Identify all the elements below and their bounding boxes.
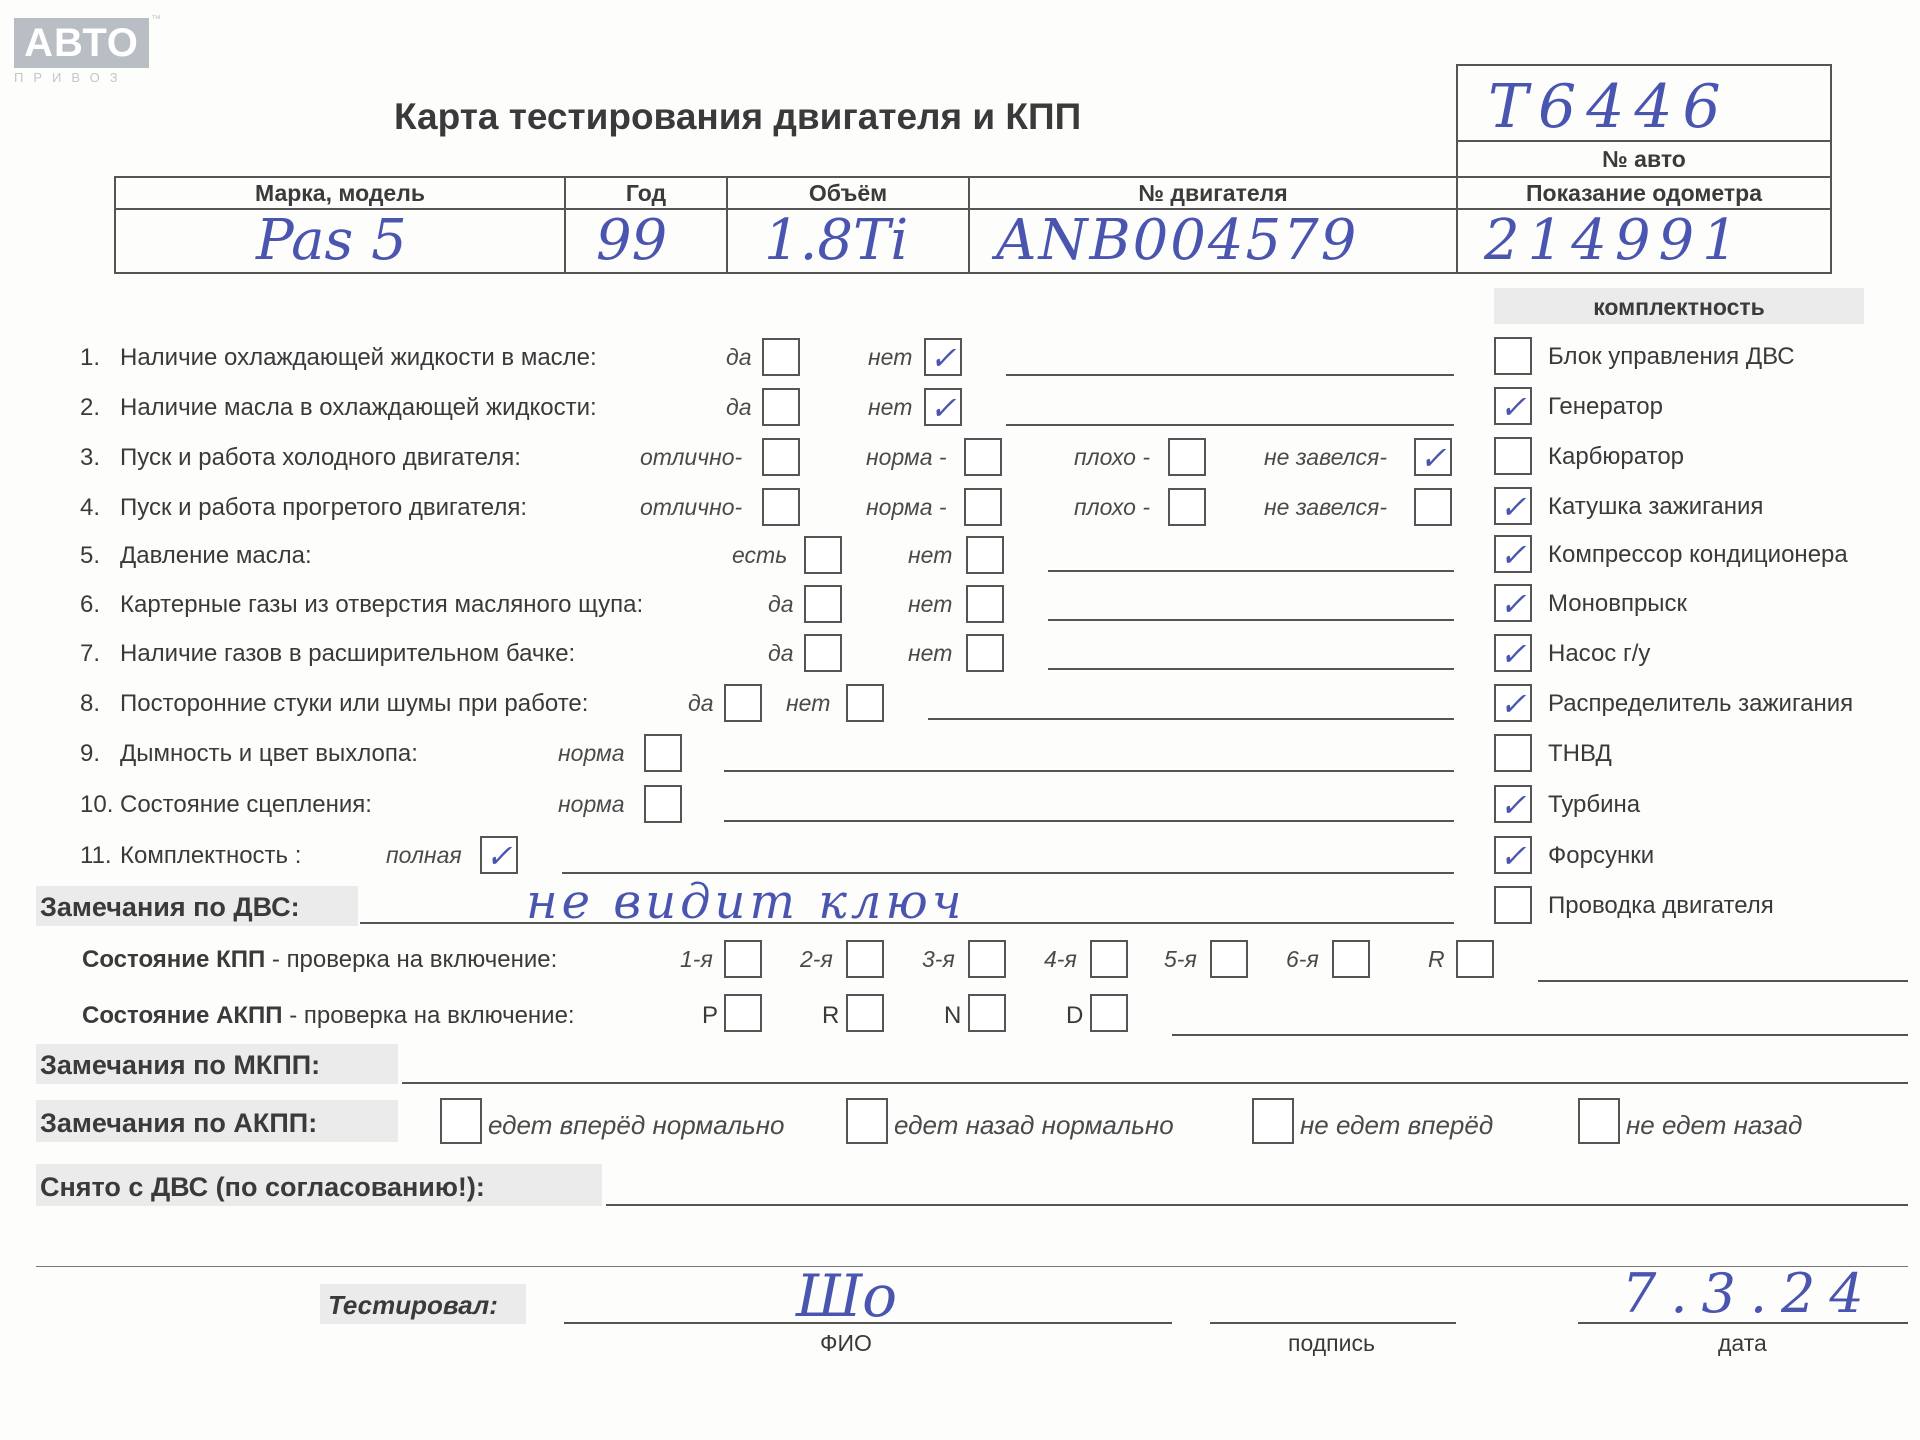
completeness-checkbox[interactable] [1494, 734, 1532, 772]
completeness-checkbox[interactable]: ✓ [1494, 584, 1532, 622]
option-label: да [726, 394, 752, 420]
option-label: да [688, 690, 714, 716]
akpp-mode-checkbox[interactable] [724, 994, 762, 1032]
option-checkbox[interactable] [804, 536, 842, 574]
completeness-label: Блок управления ДВС [1548, 343, 1795, 370]
sign-label: подпись [1288, 1330, 1375, 1356]
remarks-mkpp-label: Замечания по МКПП: [40, 1050, 321, 1080]
row-number: 9. [80, 740, 101, 767]
odometer-label: Показание одометра [1526, 180, 1762, 206]
option-checkbox[interactable] [846, 684, 884, 722]
completeness-checkbox[interactable]: ✓ [1494, 387, 1532, 425]
gear-checkbox[interactable] [1332, 940, 1370, 978]
akpp-mode-label: N [944, 1002, 962, 1029]
kpp-comment-line[interactable] [1538, 980, 1908, 982]
completeness-label: Моновпрыск [1548, 590, 1688, 617]
option-checkbox[interactable] [1168, 438, 1206, 476]
completeness-checkbox[interactable]: ✓ [1494, 785, 1532, 823]
option-checkbox[interactable] [964, 438, 1002, 476]
row-number: 4. [80, 494, 101, 521]
option-checkbox[interactable]: ✓ [924, 338, 962, 376]
akpp-comment-line[interactable] [1172, 1034, 1908, 1036]
akpp-behaviour-checkbox[interactable] [440, 1098, 482, 1144]
gear-checkbox[interactable] [846, 940, 884, 978]
row-label: Посторонние стуки или шумы при работе: [120, 690, 589, 717]
akpp-mode-checkbox[interactable] [968, 994, 1006, 1032]
akpp-behaviour-label: не едет назад [1626, 1110, 1803, 1140]
volume-value: 1.8Ti [764, 208, 909, 273]
gear-checkbox[interactable] [724, 940, 762, 978]
fio-signature: Шо [796, 1262, 898, 1330]
option-label: нет [908, 542, 953, 568]
option-label: норма - [866, 444, 947, 470]
odometer-value: 214991 [1484, 208, 1746, 273]
option-checkbox[interactable]: ✓ [1414, 438, 1452, 476]
row-label: Наличие охлаждающей жидкости в масле: [120, 344, 597, 371]
option-label: да [768, 640, 794, 666]
row-label: Картерные газы из отверстия масляного щупа: [120, 591, 644, 618]
akpp-mode-checkbox[interactable] [1090, 994, 1128, 1032]
completeness-checkbox[interactable] [1494, 886, 1532, 924]
remarks-engine-line[interactable] [360, 922, 1454, 924]
fio-label: ФИО [820, 1330, 872, 1356]
row-label: Давление масла: [120, 542, 312, 569]
akpp-label: Состояние АКПП - проверка на включение: [82, 1002, 575, 1029]
completeness-label: Насос г/у [1548, 640, 1651, 667]
date-line[interactable] [1578, 1322, 1908, 1324]
option-checkbox[interactable] [762, 338, 800, 376]
option-label: норма - [866, 494, 947, 520]
akpp-behaviour-label: едет вперёд нормально [488, 1110, 785, 1140]
row-label: Наличие масла в охлаждающей жидкости: [120, 394, 597, 421]
row-label: Состояние сцепления: [120, 791, 372, 818]
engine-number-value: ANB004579 [996, 208, 1359, 273]
option-checkbox[interactable] [964, 488, 1002, 526]
brand-label: Марка, модель [255, 180, 425, 206]
comment-line[interactable] [1048, 668, 1454, 670]
date-value: 7.3.24 [1622, 1262, 1878, 1325]
brand-logo: АВТО [14, 18, 149, 68]
row-number: 7. [80, 640, 101, 667]
gear-label: 1-я [680, 946, 713, 972]
option-label: да [768, 591, 794, 617]
row-label: Пуск и работа прогретого двигателя: [120, 494, 528, 521]
gear-checkbox[interactable] [1210, 940, 1248, 978]
completeness-label: Проводка двигателя [1548, 892, 1774, 919]
gear-checkbox[interactable] [1456, 940, 1494, 978]
tested-label: Тестировал: [328, 1290, 498, 1320]
row-number: 10. [80, 791, 114, 818]
option-checkbox[interactable] [966, 536, 1004, 574]
vehicle-header-table [114, 176, 1832, 274]
option-checkbox[interactable] [762, 488, 800, 526]
option-checkbox[interactable] [966, 634, 1004, 672]
year-label: Год [625, 180, 667, 206]
removed-line[interactable] [606, 1204, 1908, 1206]
auto-number-box [1456, 64, 1832, 178]
row-number: 5. [80, 542, 101, 569]
akpp-behaviour-checkbox[interactable] [1252, 1098, 1294, 1144]
option-label: полная [386, 842, 462, 868]
comment-line[interactable] [1006, 424, 1454, 426]
option-label: плохо - [1074, 444, 1150, 470]
comment-line[interactable] [1006, 374, 1454, 376]
page-title: Карта тестирования двигателя и КПП [394, 96, 1082, 137]
option-label: не завелся- [1264, 494, 1388, 520]
row-number: 6. [80, 591, 101, 618]
gear-checkbox[interactable] [968, 940, 1006, 978]
comment-line[interactable] [724, 820, 1454, 822]
akpp-mode-label: D [1066, 1002, 1084, 1029]
completeness-label: Турбина [1548, 791, 1641, 818]
option-label: нет [908, 640, 953, 666]
completeness-checkbox[interactable]: ✓ [1494, 836, 1532, 874]
akpp-behaviour-checkbox[interactable] [846, 1098, 888, 1144]
akpp-behaviour-checkbox[interactable] [1578, 1098, 1620, 1144]
row-label: Пуск и работа холодного двигателя: [120, 444, 521, 471]
kpp-label: Состояние КПП - проверка на включение: [82, 946, 558, 973]
option-label: нет [786, 690, 831, 716]
option-label: норма [558, 740, 625, 766]
volume-label: Объём [808, 180, 888, 206]
date-label: дата [1718, 1330, 1767, 1356]
akpp-behaviour-label: едет назад нормально [894, 1110, 1174, 1140]
engine-number-label: № двигателя [1138, 180, 1288, 206]
option-checkbox[interactable] [966, 585, 1004, 623]
option-label: нет [868, 344, 913, 370]
brand-value: Pas 5 [256, 208, 407, 273]
completeness-label: Форсунки [1548, 842, 1655, 869]
completeness-label: ТНВД [1548, 740, 1612, 767]
remarks-engine-value: не видит ключ [526, 874, 966, 930]
comment-line[interactable] [724, 770, 1454, 772]
row-number: 2. [80, 394, 101, 421]
gear-label: 4-я [1044, 946, 1077, 972]
comment-line[interactable] [1048, 619, 1454, 621]
completeness-label: Компрессор кондиционера [1548, 541, 1848, 568]
akpp-behaviour-label: не едет вперёд [1300, 1110, 1494, 1140]
completeness-label: Катушка зажигания [1548, 493, 1764, 520]
option-checkbox[interactable]: ✓ [480, 836, 518, 874]
akpp-mode-label: P [702, 1002, 719, 1029]
remarks-mkpp-line[interactable] [402, 1082, 1908, 1084]
row-number: 11. [80, 842, 112, 869]
option-label: есть [732, 542, 788, 568]
option-checkbox[interactable] [724, 684, 762, 722]
year-value: 99 [596, 208, 668, 273]
option-checkbox[interactable] [762, 388, 800, 426]
sign-line[interactable] [1210, 1322, 1456, 1324]
completeness-label: Распределитель зажигания [1548, 690, 1854, 717]
option-checkbox[interactable] [804, 634, 842, 672]
option-checkbox[interactable] [804, 585, 842, 623]
row-label: Комплектность : [120, 842, 302, 869]
option-checkbox[interactable] [644, 785, 682, 823]
gear-label: R [1428, 946, 1445, 972]
fio-line[interactable] [564, 1322, 1172, 1324]
completeness-checkbox[interactable] [1494, 337, 1532, 375]
gear-label: 5-я [1164, 946, 1197, 972]
completeness-checkbox[interactable]: ✓ [1494, 487, 1532, 525]
removed-label: Снято с ДВС (по согласованию!): [40, 1172, 485, 1202]
akpp-mode-checkbox[interactable] [846, 994, 884, 1032]
akpp-mode-label: R [822, 1002, 840, 1029]
completeness-checkbox[interactable]: ✓ [1494, 535, 1532, 573]
completeness-title: комплектность [1593, 294, 1765, 320]
option-label: не завелся- [1264, 444, 1388, 470]
comment-line[interactable] [1048, 570, 1454, 572]
completeness-checkbox[interactable] [1494, 437, 1532, 475]
option-checkbox[interactable] [1168, 488, 1206, 526]
remarks-akpp-label: Замечания по АКПП: [40, 1108, 318, 1138]
option-checkbox[interactable] [762, 438, 800, 476]
trademark-sign: ™ [151, 14, 161, 25]
row-label: Наличие газов в расширительном бачке: [120, 640, 576, 667]
completeness-label: Карбюратор [1548, 443, 1685, 470]
option-label: да [726, 344, 752, 370]
row-label: Дымность и цвет выхлопа: [120, 740, 418, 767]
option-label: норма [558, 791, 625, 817]
brand-logo-subtitle: ПРИВОЗ [14, 70, 128, 85]
option-label: нет [868, 394, 913, 420]
option-label: отлично- [640, 494, 743, 520]
row-number: 8. [80, 690, 101, 717]
option-checkbox[interactable]: ✓ [924, 388, 962, 426]
option-checkbox[interactable] [1414, 488, 1452, 526]
gear-label: 6-я [1286, 946, 1319, 972]
gear-label: 2-я [800, 946, 833, 972]
remarks-engine-label: Замечания по ДВС: [40, 892, 300, 922]
completeness-label: Генератор [1548, 393, 1663, 420]
gear-label: 3-я [922, 946, 955, 972]
auto-number-label: № авто [1602, 146, 1686, 172]
option-label: нет [908, 591, 953, 617]
auto-number-value: T6446 [1488, 72, 1731, 142]
option-checkbox[interactable] [644, 734, 682, 772]
option-label: отлично- [640, 444, 743, 470]
option-label: плохо - [1074, 494, 1150, 520]
completeness-checkbox[interactable]: ✓ [1494, 634, 1532, 672]
comment-line[interactable] [928, 718, 1454, 720]
row-number: 3. [80, 444, 101, 471]
completeness-checkbox[interactable]: ✓ [1494, 684, 1532, 722]
gear-checkbox[interactable] [1090, 940, 1128, 978]
row-number: 1. [80, 344, 101, 371]
